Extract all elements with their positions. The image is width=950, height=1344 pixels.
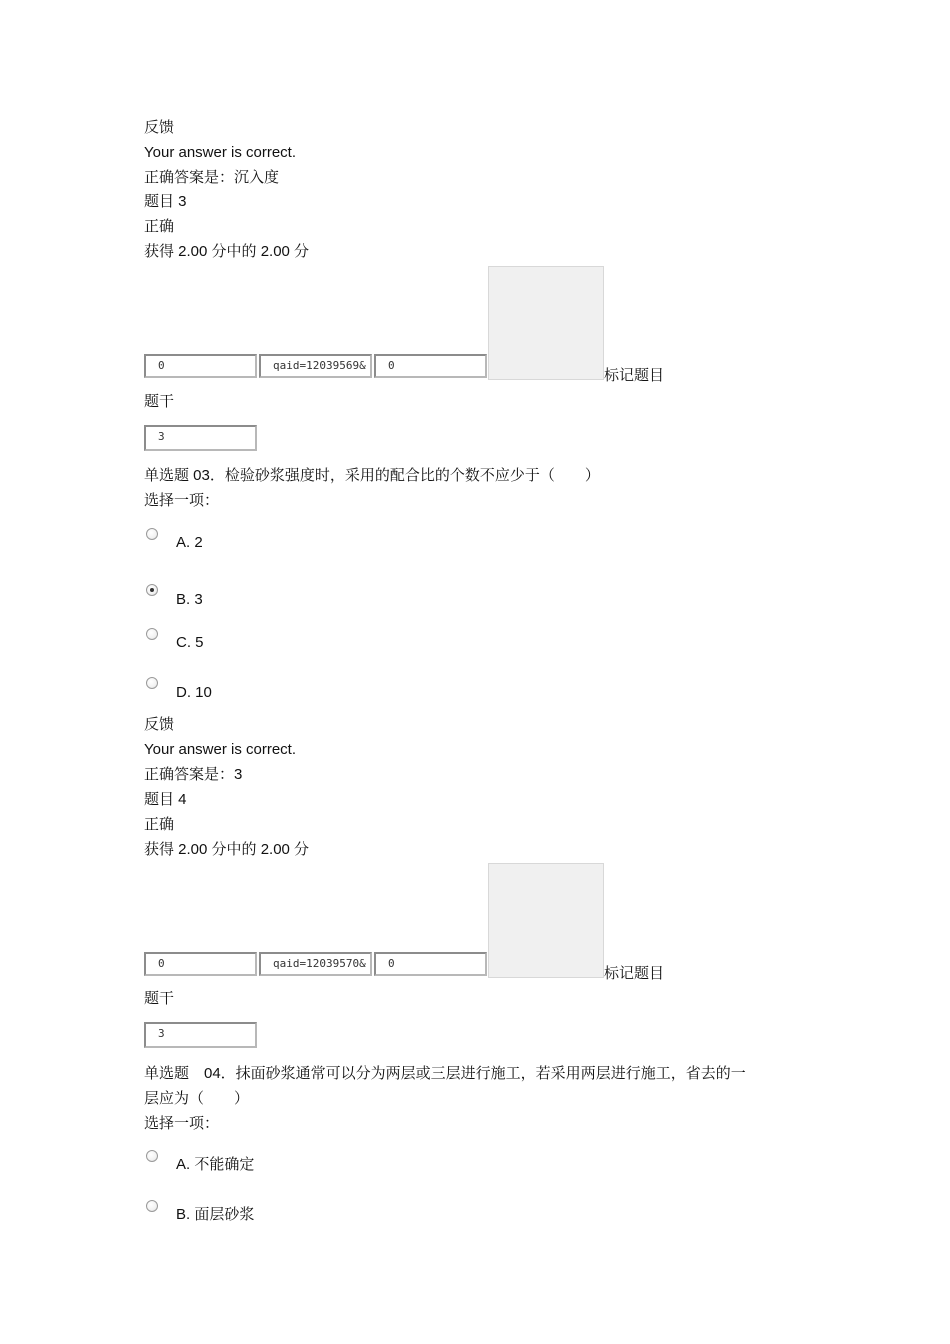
choose-one-prompt: 选择一项： (144, 492, 220, 509)
hidden-field-sequence[interactable]: 0 (144, 952, 257, 976)
hidden-field-qaid[interactable]: qaid=12039570& (259, 952, 372, 976)
choose-one-prompt: 选择一项： (144, 1115, 220, 1132)
option-label-a[interactable]: A. 2 (176, 534, 203, 551)
hidden-field-flagged[interactable]: 0 (374, 952, 487, 976)
correct-answer: 正确答案是：3 (144, 766, 243, 783)
flag-toggle-image[interactable] (488, 863, 604, 978)
feedback-text: Your answer is correct. (144, 741, 297, 758)
question-number: 题目 3 (144, 193, 187, 210)
option-radio-a[interactable] (146, 1150, 158, 1162)
question-text-line-2: 层应为（ ） (144, 1090, 250, 1107)
option-label-b[interactable]: B. 3 (176, 591, 203, 608)
question-stem-label: 题干 (144, 990, 175, 1007)
feedback-label: 反馈 (144, 716, 175, 733)
option-label-b[interactable]: B. 面层砂浆 (176, 1206, 255, 1223)
question-stem-label: 题干 (144, 393, 175, 410)
option-radio-a[interactable] (146, 528, 158, 540)
option-label-d[interactable]: D. 10 (176, 684, 212, 701)
flag-question-label[interactable]: 标记题目 (604, 367, 665, 384)
option-radio-d[interactable] (146, 677, 158, 689)
question-text-line-1: 单选题 04．抹面砂浆通常可以分为两层或三层进行施工，若采用两层进行施工，省去的一 (144, 1065, 746, 1082)
flag-toggle-image[interactable] (488, 266, 604, 380)
feedback-label: 反馈 (144, 119, 175, 136)
feedback-text: Your answer is correct. (144, 144, 297, 161)
question-grade: 获得 2.00 分中的 2.00 分 (144, 841, 310, 858)
stem-field[interactable]: 3 (144, 1022, 257, 1048)
question-number: 题目 4 (144, 791, 187, 808)
option-label-c[interactable]: C. 5 (176, 634, 204, 651)
question-grade: 获得 2.00 分中的 2.00 分 (144, 243, 310, 260)
hidden-field-flagged[interactable]: 0 (374, 354, 487, 378)
flag-question-label[interactable]: 标记题目 (604, 965, 665, 982)
correct-answer: 正确答案是：沉入度 (144, 169, 280, 186)
option-radio-b[interactable] (146, 1200, 158, 1212)
hidden-field-qaid[interactable]: qaid=12039569& (259, 354, 372, 378)
question-state: 正确 (144, 218, 175, 235)
question-state: 正确 (144, 816, 175, 833)
option-radio-b[interactable] (146, 584, 158, 596)
option-label-a[interactable]: A. 不能确定 (176, 1156, 255, 1173)
option-radio-c[interactable] (146, 628, 158, 640)
question-text: 单选题 03．检验砂浆强度时，采用的配合比的个数不应少于（ ） (144, 467, 600, 484)
stem-field[interactable]: 3 (144, 425, 257, 451)
hidden-field-sequence[interactable]: 0 (144, 354, 257, 378)
